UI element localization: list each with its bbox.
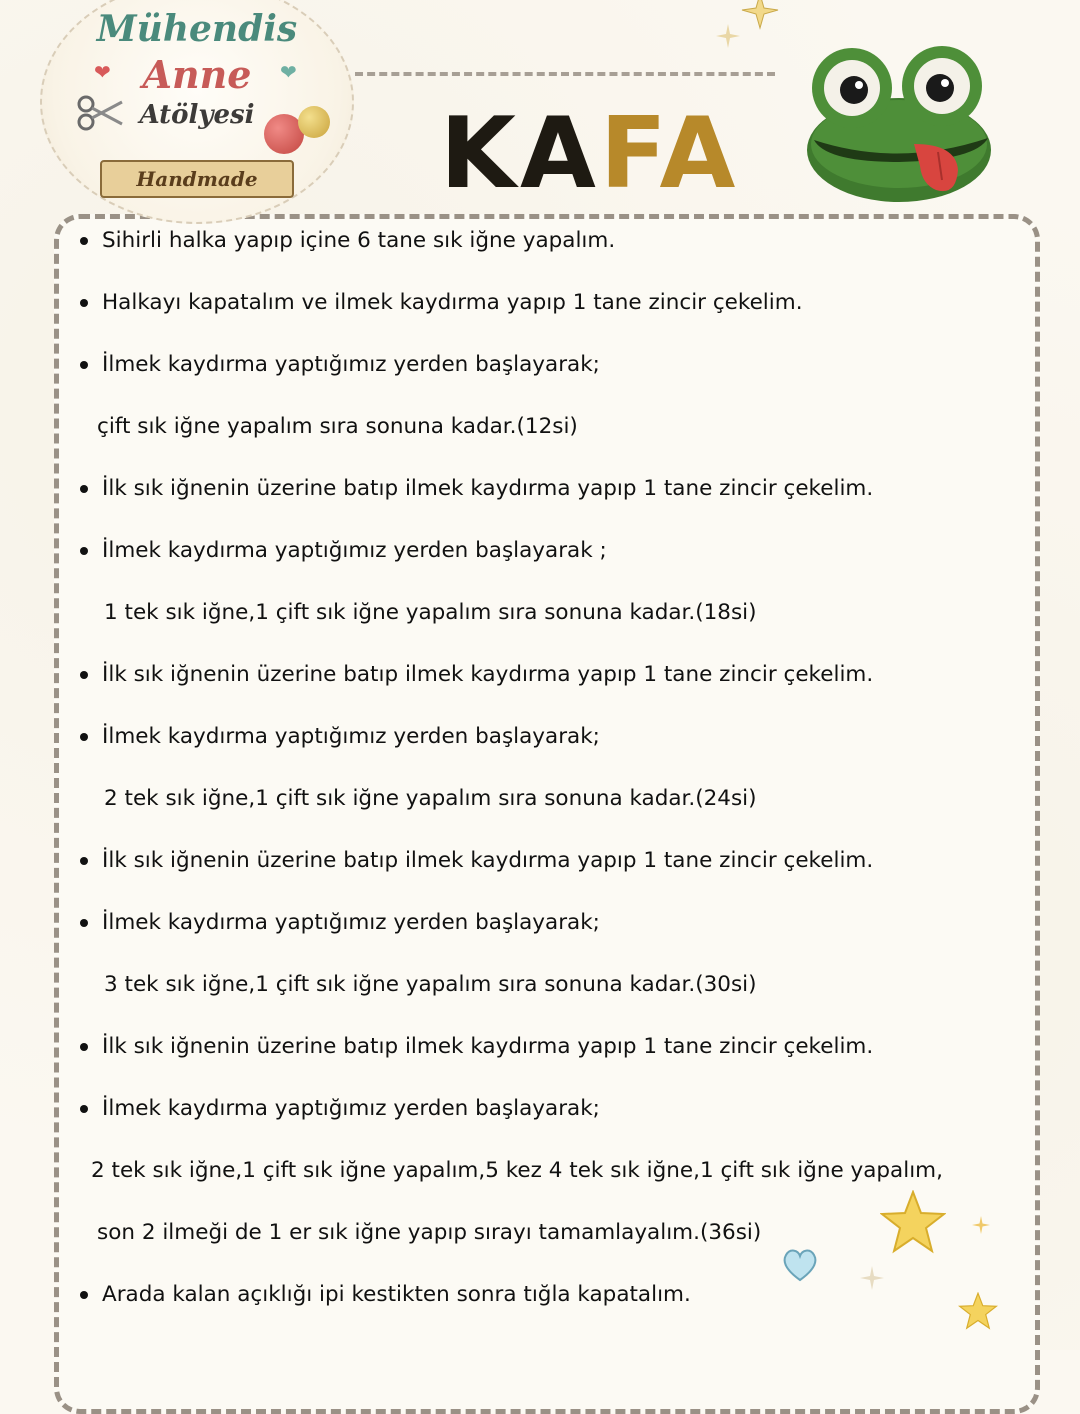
instruction-item: İlmek kaydırma yaptığımız yerden başlayarak;: [102, 910, 600, 935]
title-letter: F: [599, 97, 660, 211]
instruction-item: İlmek kaydırma yaptığımız yerden başlayarak;: [102, 1096, 600, 1121]
instruction-item: İlmek kaydırma yaptığımız yerden başlayarak ;: [102, 538, 607, 563]
instruction-item: İlk sık iğnenin üzerine batıp ilmek kaydırma yapıp 1 tane zincir çekelim.: [102, 662, 874, 687]
instruction-item: Arada kalan açıklığı ipi kestikten sonra tığla kapatalım.: [102, 1282, 691, 1307]
star-icon: [880, 1190, 946, 1254]
instruction-item: İlk sık iğnenin üzerine batıp ilmek kaydırma yapıp 1 tane zincir çekelim.: [102, 1034, 874, 1059]
instruction-item: İlk sık iğnenin üzerine batıp ilmek kaydırma yapıp 1 tane zincir çekelim.: [102, 848, 874, 873]
bullet-icon: [80, 671, 88, 679]
bullet-icon: [80, 733, 88, 741]
scissors-icon: [76, 94, 124, 134]
instruction-item: Sihirli halka yapıp içine 6 tane sık iğne yapalım.: [102, 228, 616, 253]
instruction-item: İlk sık iğnenin üzerine batıp ilmek kaydırma yapıp 1 tane zincir çekelim.: [102, 476, 874, 501]
top-dashed-divider: [355, 72, 775, 76]
heart-icon: [780, 1244, 820, 1284]
bullet-icon: [80, 1291, 88, 1299]
instruction-item: İlmek kaydırma yaptığımız yerden başlayarak;: [102, 724, 600, 749]
logo-line-atolyesi: Atölyesi: [139, 100, 255, 130]
instruction-item: Halkayı kapatalım ve ilmek kaydırma yapıp 1 tane zincir çekelim.: [102, 290, 803, 315]
instruction-continuation: 2 tek sık iğne,1 çift sık iğne yapalım sıra sonuna kadar.(24si): [104, 786, 757, 811]
instruction-continuation: çift sık iğne yapalım sıra sonuna kadar.(12si): [97, 414, 578, 439]
bullet-icon: [80, 485, 88, 493]
bullet-icon: [80, 237, 88, 245]
instruction-continuation: 3 tek sık iğne,1 çift sık iğne yapalım sıra sonuna kadar.(30si): [104, 972, 757, 997]
yarn-ball-icon: [298, 106, 330, 138]
instruction-continuation: 2 tek sık iğne,1 çift sık iğne yapalım,5 kez 4 tek sık iğne,1 çift sık iğne yapalım,: [91, 1158, 943, 1183]
title-letter: K: [440, 97, 520, 211]
logo-ribbon-handmade: Handmade: [100, 160, 294, 198]
logo-line-anne: Anne: [142, 52, 252, 97]
instruction-continuation: 1 tek sık iğne,1 çift sık iğne yapalım sıra sonuna kadar.(18si): [104, 600, 757, 625]
heart-icon: ❤: [94, 60, 111, 84]
bullet-icon: [80, 361, 88, 369]
heart-icon: ❤: [280, 60, 297, 84]
logo-line-muhendis: Mühendis: [96, 8, 298, 50]
frog-amigurumi-icon: [796, 40, 1002, 210]
page-title: [440, 97, 740, 211]
sparkle-icon: [860, 1266, 884, 1290]
title-text: [440, 97, 739, 211]
title-letter: A: [659, 97, 740, 211]
instruction-continuation: son 2 ilmeği de 1 er sık iğne yapıp sırayı tamamlayalım.(36si): [97, 1220, 762, 1245]
sparkle-icon: [716, 24, 740, 48]
bullet-icon: [80, 299, 88, 307]
bullet-icon: [80, 919, 88, 927]
sparkle-icon: [972, 1216, 990, 1234]
bullet-icon: [80, 1105, 88, 1113]
title-letter: A: [519, 97, 600, 211]
star-icon: [958, 1292, 998, 1330]
bullet-icon: [80, 1043, 88, 1051]
instruction-item: İlmek kaydırma yaptığımız yerden başlayarak;: [102, 352, 600, 377]
bullet-icon: [80, 857, 88, 865]
bullet-icon: [80, 547, 88, 555]
